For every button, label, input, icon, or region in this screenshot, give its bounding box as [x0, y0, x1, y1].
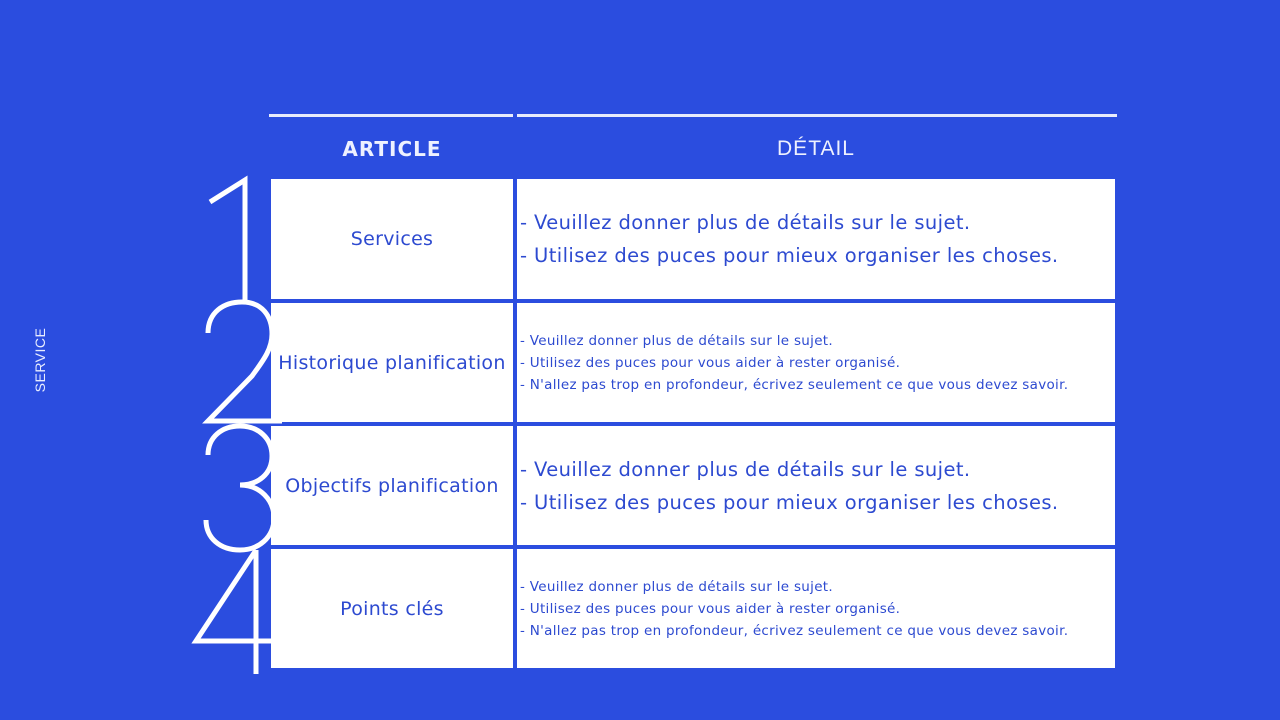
detail-line: - Veuillez donner plus de détails sur le sujet.	[520, 332, 833, 349]
article-label: Objectifs planification	[285, 474, 499, 497]
header-rule-detail	[517, 114, 1117, 117]
detail-cell-2	[517, 303, 1115, 422]
article-cell-1	[271, 179, 513, 299]
detail-line: - Veuillez donner plus de détails sur le sujet.	[520, 457, 971, 481]
detail-list	[520, 453, 1059, 519]
column-header-detail: DÉTAIL	[777, 137, 855, 160]
detail-line: - Utilisez des puces pour vous aider à rester organisé.	[520, 600, 901, 617]
detail-cell-4	[517, 549, 1115, 668]
detail-line: - Utilisez des puces pour vous aider à rester organisé.	[520, 354, 901, 371]
article-cell-4	[271, 549, 513, 668]
article-label: Historique planification	[278, 351, 506, 374]
detail-line: - N'allez pas trop en profondeur, écrivez seulement ce que vous devez savoir.	[520, 376, 1069, 393]
detail-line: - Veuillez donner plus de détails sur le sujet.	[520, 578, 833, 595]
numeral-1-icon	[210, 180, 245, 300]
detail-line: - Utilisez des puces pour mieux organiser les choses.	[520, 490, 1059, 514]
article-cell-2	[271, 303, 513, 422]
column-header-article: ARTICLE	[342, 137, 442, 161]
detail-list	[520, 576, 1068, 642]
detail-cell-3	[517, 426, 1115, 545]
detail-line: - Utilisez des puces pour mieux organiser les choses.	[520, 244, 1059, 267]
detail-line: - N'allez pas trop en profondeur, écrivez seulement ce que vous devez savoir.	[520, 622, 1069, 639]
detail-line: - Veuillez donner plus de détails sur le sujet.	[520, 211, 971, 234]
detail-cell-1	[517, 179, 1115, 299]
header-rule-article	[269, 114, 513, 117]
numeral-4-icon	[196, 550, 272, 674]
detail-list	[520, 330, 1068, 396]
side-label: SERVICE	[32, 327, 48, 393]
article-label: Points clés	[340, 597, 444, 620]
numeral-3-icon	[206, 426, 274, 550]
article-cell-3	[271, 426, 513, 545]
article-label: Services	[350, 228, 434, 250]
detail-list	[520, 206, 1059, 272]
